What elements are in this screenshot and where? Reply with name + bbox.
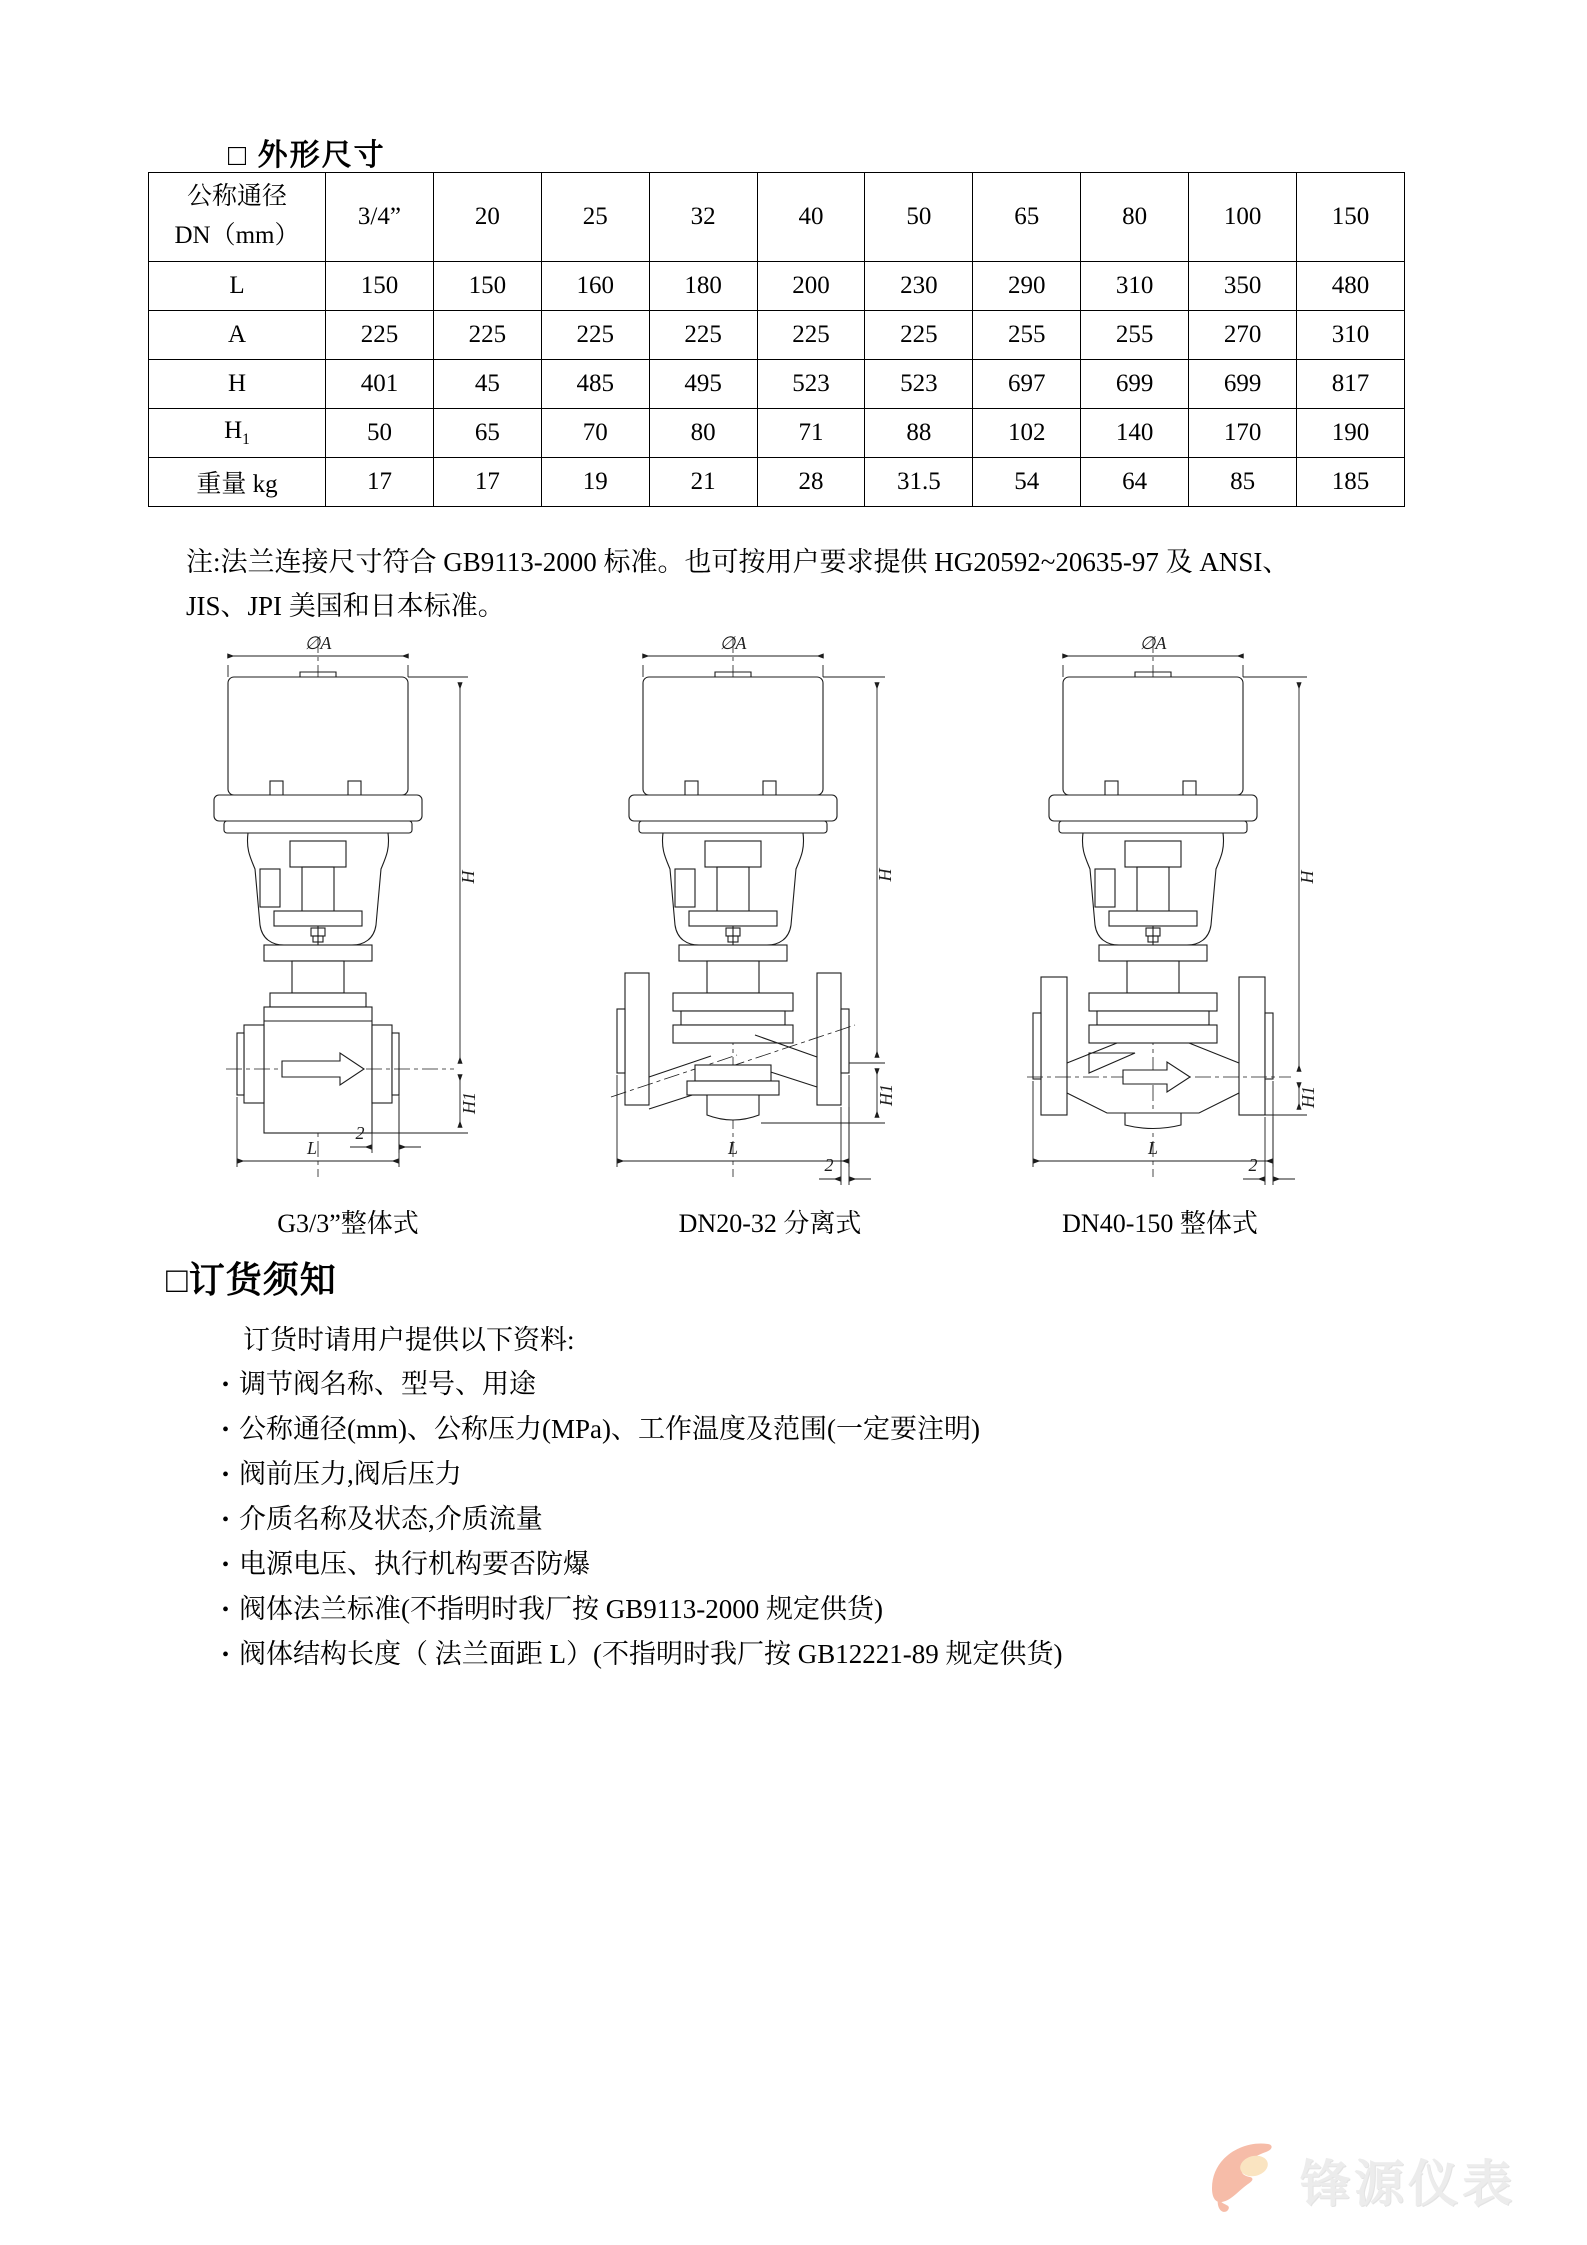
ordering-item-text: 公称通径(mm)、公称压力(MPa)、工作温度及范围(一定要注明) [239, 1414, 980, 1444]
dimension-value-cell: 17 [433, 458, 541, 507]
dimension-value-cell: 45 [433, 360, 541, 409]
ordering-list-item [222, 1452, 1063, 1497]
dn-column-header: 100 [1189, 173, 1297, 262]
dimension-value-cell: 480 [1297, 262, 1405, 311]
row-label: A [149, 311, 326, 360]
dn-column-header: 3/4” [326, 173, 434, 262]
dim-label-2: 2 [824, 1155, 834, 1175]
dim-label-h1: H1 [459, 1092, 479, 1114]
header-dn-line2: DN（mm） [174, 222, 300, 249]
caption-g33-integral: G3/3”整体式 [277, 1209, 419, 1238]
dimension-value-cell: 401 [326, 360, 434, 409]
dimension-value-cell: 699 [1081, 360, 1189, 409]
row-label: 重量 kg [149, 458, 326, 507]
dn-column-header: 40 [757, 173, 865, 262]
table-note-line1: 注:法兰连接尺寸符合 GB9113-2000 标准。也可按用户要求提供 HG20592~20635-97 及 ANSI、 [186, 547, 1290, 577]
dimension-value-cell: 200 [757, 262, 865, 311]
ordering-item-text: 阀前压力,阀后压力 [239, 1459, 462, 1489]
valve-drawing-g33-integral [150, 625, 495, 1190]
dimension-value-cell: 54 [973, 458, 1081, 507]
dimension-value-cell: 225 [865, 311, 973, 360]
dimension-value-cell: 70 [541, 409, 649, 458]
dimension-value-cell: 310 [1081, 262, 1189, 311]
dimension-value-cell: 817 [1297, 360, 1405, 409]
table-note [186, 540, 1446, 628]
dimension-value-cell: 140 [1081, 409, 1189, 458]
bullet-icon: • [222, 1554, 230, 1576]
bullet-icon: • [222, 1509, 230, 1531]
dimension-value-cell: 225 [433, 311, 541, 360]
header-dn-line1: 公称通径 [186, 183, 287, 211]
dimension-value-cell: 150 [433, 262, 541, 311]
dimension-value-cell: 64 [1081, 458, 1189, 507]
dimension-value-cell: 485 [541, 360, 649, 409]
ordering-section-title: □订货须知 [166, 1260, 337, 1300]
table-row [149, 360, 1405, 409]
dimension-value-cell: 699 [1189, 360, 1297, 409]
dimension-value-cell: 19 [541, 458, 649, 507]
bullet-icon: • [222, 1374, 230, 1396]
dim-label-h1: H1 [876, 1084, 896, 1106]
dn-column-header: 32 [649, 173, 757, 262]
ordering-intro: 订货时请用户提供以下资料: [243, 1325, 575, 1355]
dimension-value-cell: 31.5 [865, 458, 973, 507]
dimension-value-cell: 270 [1189, 311, 1297, 360]
dn-column-header: 50 [865, 173, 973, 262]
dimension-value-cell: 65 [433, 409, 541, 458]
bullet-icon: • [222, 1419, 230, 1441]
row-label: L [149, 262, 326, 311]
ordering-item-text: 调节阀名称、型号、用途 [239, 1369, 537, 1399]
dimension-value-cell: 697 [973, 360, 1081, 409]
dn-column-header: 65 [973, 173, 1081, 262]
dimension-value-cell: 102 [973, 409, 1081, 458]
dimension-value-cell: 225 [757, 311, 865, 360]
bullet-icon: • [222, 1464, 230, 1486]
dimension-value-cell: 255 [1081, 311, 1189, 360]
dimension-value-cell: 230 [865, 262, 973, 311]
dimension-value-cell: 21 [649, 458, 757, 507]
dim-label-h: H [875, 868, 895, 882]
dimension-table [148, 172, 1405, 507]
dimension-value-cell: 225 [541, 311, 649, 360]
table-header-dn [149, 173, 326, 262]
dimension-value-cell: 85 [1189, 458, 1297, 507]
dimension-value-cell: 290 [973, 262, 1081, 311]
bullet-icon: • [222, 1644, 230, 1666]
bullet-icon: • [222, 1599, 230, 1621]
dimension-value-cell: 17 [326, 458, 434, 507]
caption-dn40-150-integral: DN40-150 整体式 [1062, 1209, 1258, 1238]
dim-label-dia: ∅A [304, 633, 332, 653]
dim-label-dia: ∅A [719, 633, 747, 653]
dimension-value-cell: 350 [1189, 262, 1297, 311]
dim-label-dia: ∅A [1139, 633, 1167, 653]
dim-label-2: 2 [1248, 1155, 1258, 1175]
dn-column-header: 150 [1297, 173, 1405, 262]
row-label: $H_1$ [149, 409, 326, 458]
dim-label-2: 2 [355, 1123, 365, 1143]
table-row [149, 458, 1405, 507]
dim-label-l: L [306, 1138, 318, 1158]
table-body [149, 262, 1405, 507]
dimension-value-cell: 225 [326, 311, 434, 360]
dimension-value-cell: 180 [649, 262, 757, 311]
caption-dn20-32-separate: DN20-32 分离式 [678, 1209, 862, 1238]
dn-column-header: 80 [1081, 173, 1189, 262]
ordering-item-text: 阀体法兰标准(不指明时我厂按 GB9113-2000 规定供货) [239, 1594, 883, 1624]
dimension-value-cell: 88 [865, 409, 973, 458]
dimension-value-cell: 523 [865, 360, 973, 409]
ordering-list-item [222, 1497, 1063, 1542]
dimension-value-cell: 71 [757, 409, 865, 458]
dimension-value-cell: 28 [757, 458, 865, 507]
dimension-value-cell: 190 [1297, 409, 1405, 458]
dim-label-h: H [1297, 870, 1317, 884]
ordering-list-item [222, 1407, 1063, 1452]
dimension-value-cell: 185 [1297, 458, 1405, 507]
dimension-value-cell: 160 [541, 262, 649, 311]
dim-label-h: H [458, 870, 478, 884]
dimension-value-cell: 225 [649, 311, 757, 360]
dimensions-section-title: □ 外形尺寸 [228, 139, 386, 172]
ordering-item-text: 阀体结构长度（ 法兰面距 L）(不指明时我厂按 GB12221-89 规定供货) [239, 1639, 1063, 1669]
ordering-list [222, 1362, 1063, 1677]
dimension-value-cell: 495 [649, 360, 757, 409]
valve-drawing-dn20-32-separate [565, 625, 910, 1190]
watermark-logo [1198, 2136, 1568, 2226]
dim-label-h1: H1 [1298, 1086, 1318, 1108]
dimension-value-cell: 310 [1297, 311, 1405, 360]
valve-drawing-dn40-150-integral [985, 625, 1330, 1190]
dim-label-l: L [727, 1138, 739, 1158]
dimension-value-cell: 170 [1189, 409, 1297, 458]
table-row [149, 311, 1405, 360]
table-header-row [149, 173, 1405, 262]
dimension-value-cell: 255 [973, 311, 1081, 360]
ordering-list-item [222, 1587, 1063, 1632]
dim-label-l: L [1147, 1138, 1159, 1158]
dimension-value-cell: 150 [326, 262, 434, 311]
dn-column-header: 20 [433, 173, 541, 262]
dimension-value-cell: 523 [757, 360, 865, 409]
ordering-list-item [222, 1632, 1063, 1677]
table-row [149, 262, 1405, 311]
watermark-swoosh-icon [1198, 2136, 1293, 2224]
ordering-list-item [222, 1362, 1063, 1407]
dimension-value-cell: 80 [649, 409, 757, 458]
ordering-list-item [222, 1542, 1063, 1587]
table-row [149, 409, 1405, 458]
ordering-item-text: 介质名称及状态,介质流量 [239, 1504, 543, 1534]
dn-column-header: 25 [541, 173, 649, 262]
row-label: H [149, 360, 326, 409]
watermark-text: 锋源仪表 [1300, 2156, 1516, 2212]
dimension-value-cell: 50 [326, 409, 434, 458]
ordering-item-text: 电源电压、执行机构要否防爆 [239, 1549, 591, 1579]
table-note-line2: JIS、JPI 美国和日本标准。 [186, 591, 505, 621]
